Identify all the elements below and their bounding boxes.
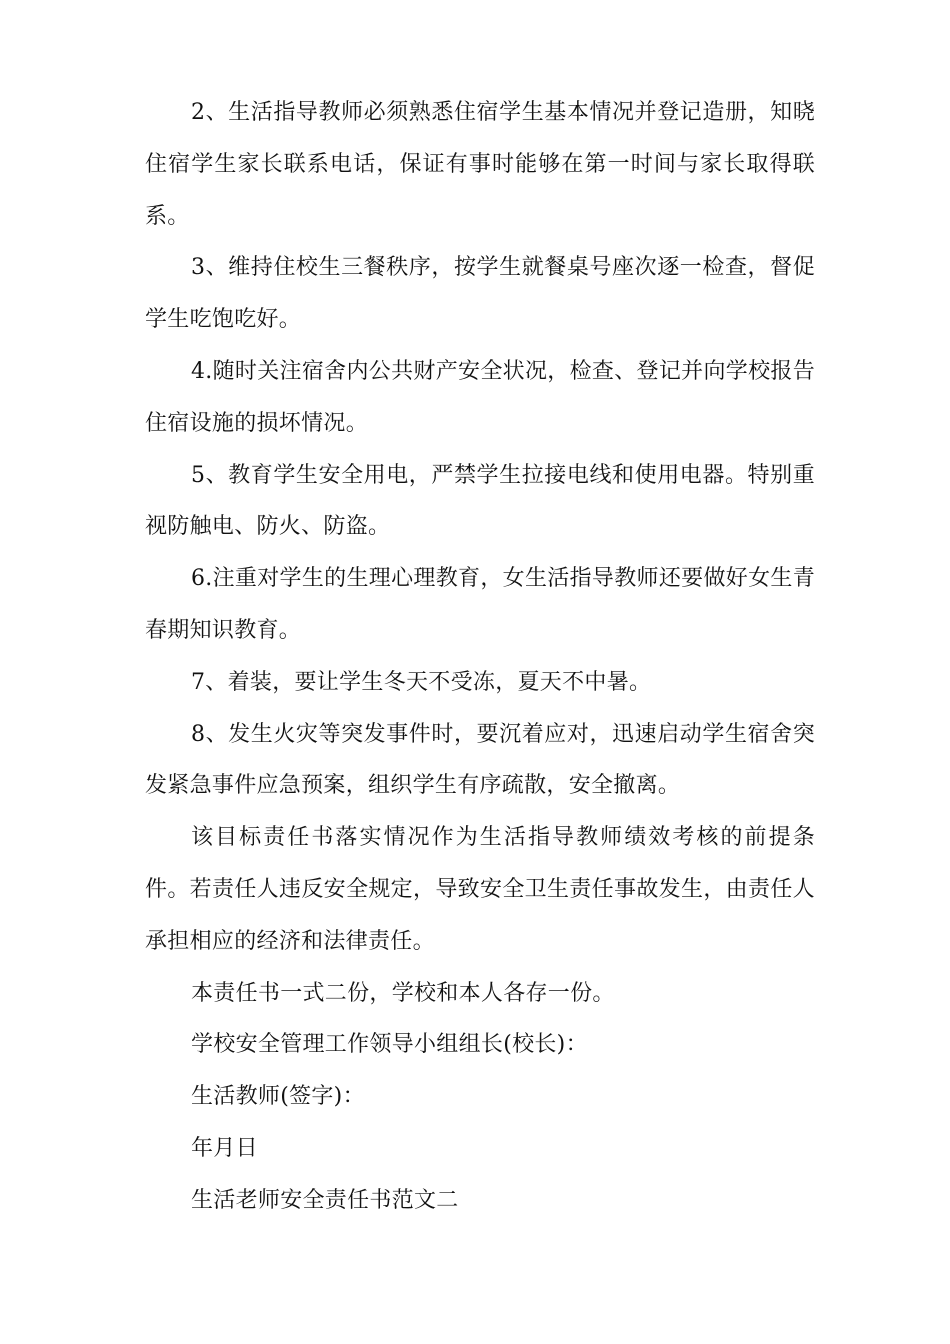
section-heading: 生活老师安全责任书范文二 bbox=[191, 1187, 459, 1213]
document-page bbox=[145, 87, 815, 1227]
paragraph-item-4: 4.随时关注宿舍内公共财产安全状况，检查、登记并向学校报告住宿设施的损坏情况。 bbox=[145, 358, 815, 436]
responsibility-clause: 该目标责任书落实情况作为生活指导教师绩效考核的前提条件。若责任人违反安全规定，导致安全卫生责任事故发生，由责任人承担相应的经济和法律责任。 bbox=[145, 825, 815, 954]
paragraph-item-7: 7、着装，要让学生冬天不受冻，夏天不中暑。 bbox=[191, 669, 652, 695]
copies-note: 本责任书一式二份，学校和本人各存一份。 bbox=[191, 980, 615, 1006]
paragraph-item-8: 8、发生火灾等突发事件时，要沉着应对，迅速启动学生宿舍突发紧急事件应急预案，组织学生有序疏散，安全撤离。 bbox=[145, 721, 815, 799]
leader-signature-line: 学校安全管理工作领导小组组长(校长)： bbox=[191, 1032, 588, 1058]
paragraph-item-3: 3、维持住校生三餐秩序，按学生就餐桌号座次逐一检查，督促学生吃饱吃好。 bbox=[145, 255, 815, 333]
paragraph-item-6: 6.注重对学生的生理心理教育，女生活指导教师还要做好女生青春期知识教育。 bbox=[145, 566, 815, 643]
teacher-signature-line: 生活教师(签字)： bbox=[191, 1084, 365, 1110]
paragraph-item-2: 2、生活指导教师必须熟悉住宿学生基本情况并登记造册，知晓住宿学生家长联系电话，保证有事时能够在第一时间与家长取得联系。 bbox=[145, 100, 815, 229]
paragraph-item-5: 5、教育学生安全用电，严禁学生拉接电线和使用电器。特别重视防触电、防火、防盗。 bbox=[145, 462, 815, 540]
date-line: 年月日 bbox=[191, 1135, 258, 1161]
